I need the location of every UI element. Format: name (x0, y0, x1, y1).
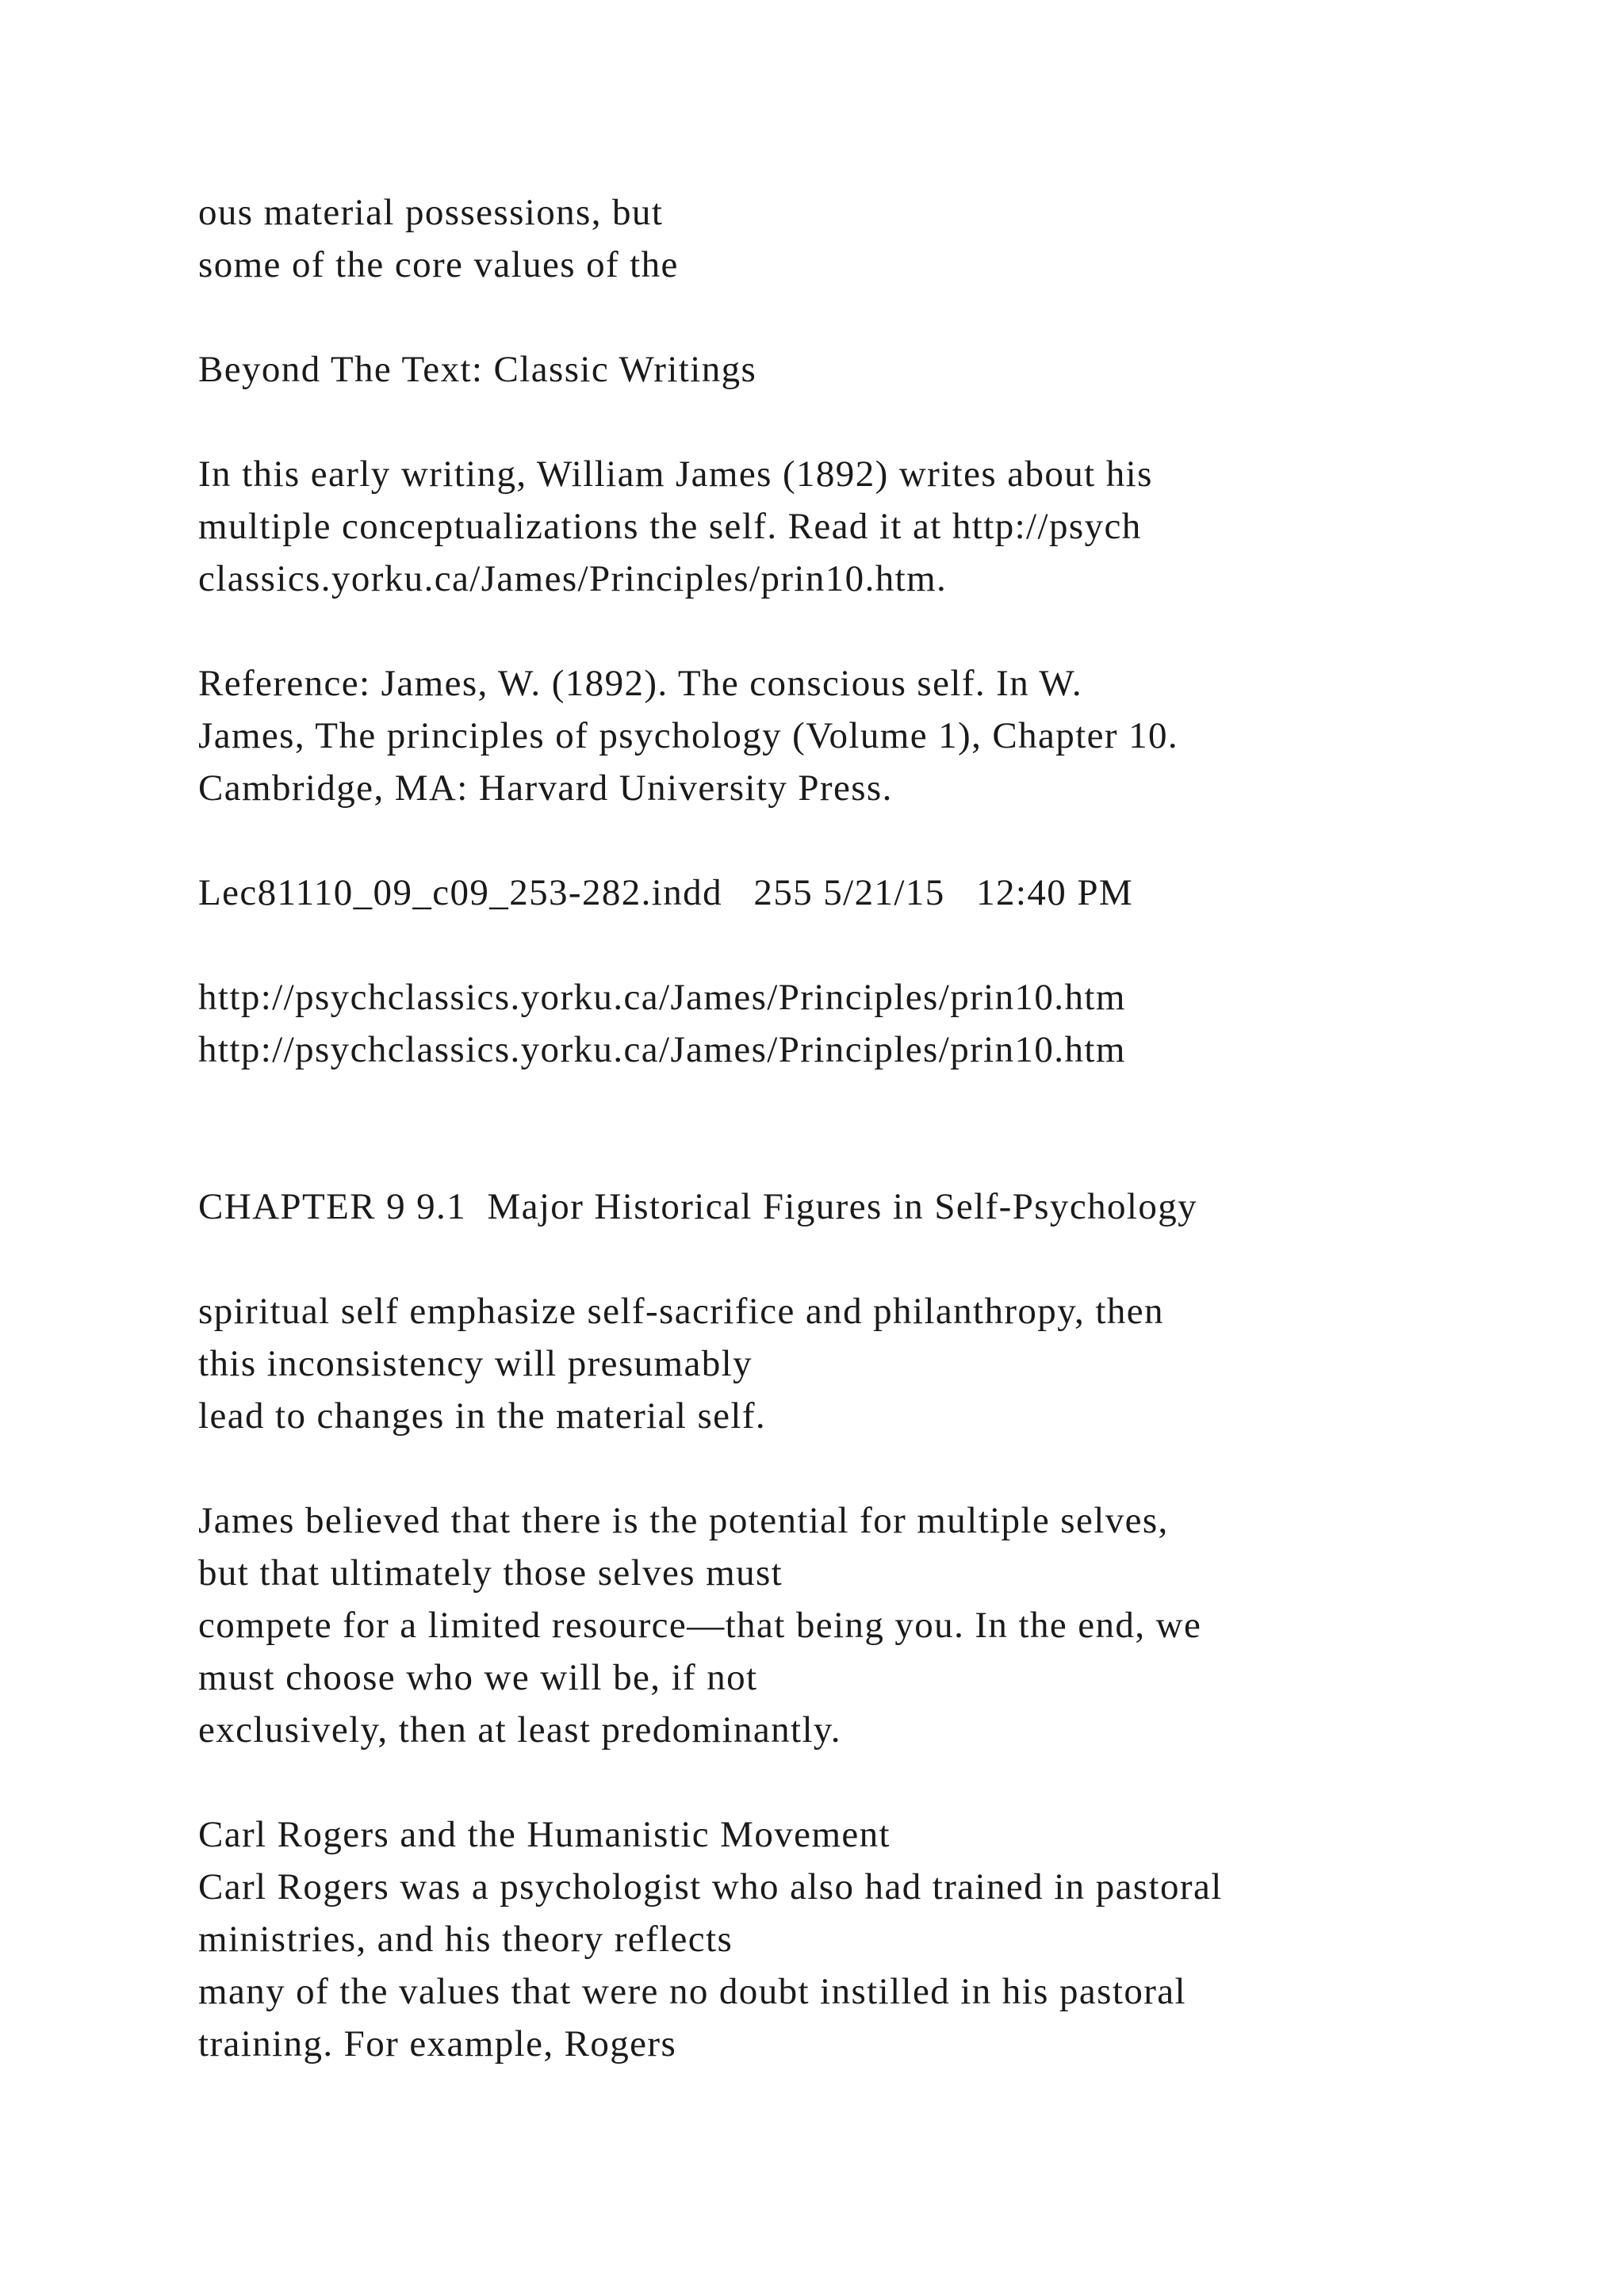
text-line: ministries, and his theory reflects (198, 1919, 733, 1960)
text-line: classics.yorku.ca/James/Principles/prin10.htm. (198, 558, 948, 599)
text-line: In this early writing, William James (1892) writes about his (198, 453, 1153, 495)
text-line: spiritual self emphasize self-sacrifice and philanthropy, then (198, 1291, 1164, 1332)
text-line: lead to changes in the material self. (198, 1395, 767, 1437)
text-line: James believed that there is the potential for multiple selves, (198, 1500, 1169, 1541)
text-line: training. For example, Rogers (198, 2023, 677, 2064)
section-heading: Beyond The Text: Classic Writings (198, 349, 757, 390)
text-line: some of the core values of the (198, 244, 679, 285)
reference-line: James, The principles of psychology (Volume 1), Chapter 10. (198, 715, 1179, 756)
text-line: ous material possessions, but (198, 192, 664, 233)
text-line: many of the values that were no doubt instilled in his pastoral (198, 1971, 1186, 2012)
url-line: http://psychclassics.yorku.ca/James/Principles/prin10.htm (198, 1029, 1126, 1070)
text-line: Carl Rogers was a psychologist who also had trained in pastoral (198, 1866, 1223, 1908)
text-line: multiple conceptualizations the self. Read it at http://psych (198, 506, 1142, 547)
reference-line: Reference: James, W. (1892). The conscious self. In W. (198, 663, 1083, 704)
chapter-heading: CHAPTER 9 9.1 Major Historical Figures in Self-Psychology (198, 1186, 1198, 1227)
text-line: this inconsistency will presumably (198, 1343, 753, 1384)
section-heading: Carl Rogers and the Humanistic Movement (198, 1814, 891, 1855)
text-line: compete for a limited resource—that being you. In the end, we (198, 1605, 1202, 1646)
file-stamp: Lec81110_09_c09_253-282.indd 255 5/21/15 12:40 PM (198, 872, 1134, 913)
text-line: but that ultimately those selves must (198, 1552, 783, 1594)
text-line: must choose who we will be, if not (198, 1657, 758, 1698)
text-line: exclusively, then at least predominantly. (198, 1709, 841, 1751)
reference-line: Cambridge, MA: Harvard University Press. (198, 767, 893, 809)
url-line: http://psychclassics.yorku.ca/James/Principles/prin10.htm (198, 977, 1126, 1018)
